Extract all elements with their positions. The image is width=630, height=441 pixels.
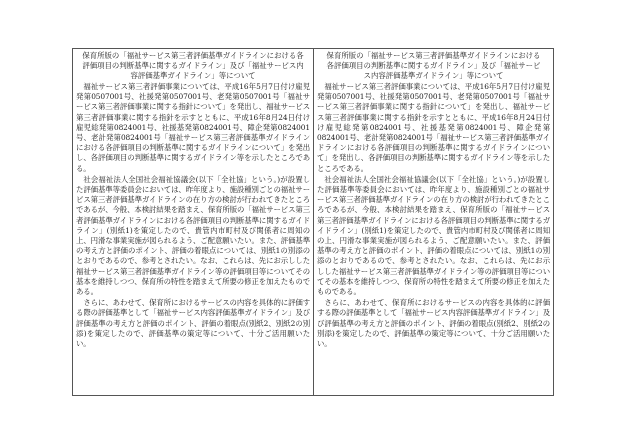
- left-column: [73, 49, 313, 395]
- right-paragraph-3: さらに、あわせて、保育所におけるサービスの内容を具体的に評価する際の評価基準として「福祉サービス内容評価基準ガイドライン」及び評価基準の考え方と評価のポイント、評価の着眼点(別紙2、別紙2の別添)を策定したので、評価基準の策定等について、十分ご活用願いたい。: [317, 298, 550, 349]
- left-heading: 保育所版の「福祉サービス第三者評価基準ガイドラインにおける各評価項目の判断基準に関するガイドライン」及び「福祉サービス内容評価基準ガイドライン」等について: [82, 51, 304, 80]
- left-paragraph-3: さらに、あわせて、保育所におけるサービスの内容を具体的に評価する際の評価基準として「福祉サービス内容評価基準ガイドライン」及び評価基準の考え方と評価のポイント、評価の着眼点(別紙2、別紙2の別添)を策定したので、評価基準の策定等について、十分ご活用願いたい。: [76, 298, 310, 349]
- left-paragraph-2: 社会福祉法人全国社会福祉協議会(以下「全社協」という。)が設置した評価基準等委員会においては、昨年度より、施設種別ごとの福祉サービス第三者評価基準ガイドラインの在り方の検討が行われてきたところであるが、今般、本検討結果を踏まえ、保育所版の「福祉サービス第三者評価基準ガイドラインにおける各評価項目の判断基準に関するガイドライン」(別紙1)を策定したので、貴管内市町村及び関係者に周知の上、円滑な事業実施が図られるよう、ご配意願いたい。また、評価基準の考え方と評価のポイント、評価の着眼点については、別紙1の別添のとおりであるので、参考とされたい。なお、これらは、先にお示しした福祉サービス第三者評価基準ガイドライン等の評価項目等についてその基本を維持しつつ、保育所の特性を踏まえて所要の修正を加えたものである。: [76, 174, 310, 297]
- right-heading: 保育所版の「福祉サービス第三者評価基準ガイドラインにおける各評価項目の判断基準に関するガイドライン」及び「福祉サービス内容評価基準ガイドライン」等について: [326, 51, 541, 80]
- comparison-table: [72, 48, 554, 396]
- right-paragraph-2: 社会福祉法人全国社会福祉協議会(以下「全社協」という。)が設置した評価基準等委員会においては、昨年度より、施設種別ごとの福祉サービス第三者評価基準ガイドラインの在り方の検討が行われてきたところであるが、今般、本検討結果を踏まえ、保育所版の「福祉サービス第三者評価基準ガイドラインにおける各評価項目の判断基準に関するガイドライン」(別紙1)を策定したので、貴管内市町村及び関係者に周知の上、円滑な事業実施が図られるよう、ご配意願いたい。また、評価基準の考え方と評価のポイント、評価の着眼点については、別紙1の別添のとおりであるので、参考とされたい。なお、これらは、先にお示しした福祉サービス第三者評価基準ガイドライン等の評価項目等についてその基本を維持しつつ、保育所の特性を踏まえて所要の修正を加えたものである。: [317, 174, 551, 297]
- right-paragraph-1: 福祉サービス第三者評価事業については、平成16年5月7日付け雇児発第0507001号、社援発第0507001号、老発第0507001号「福祉サービス第三者評価事業に関する指針について」を発出し、福祉サービス第三者評価事業に関する指針を示すとともに、平成16年8月24日付け雇児総発第0824001号、社援基発第0824001号、障企発第0824001号、老計発第0824001号「福祉サービス第三者評価基準ガイドラインにおける各評価項目の判断基準に関するガイドラインについて」を発出し、各評価項目の判断基準に関するガイドライン等を示したところである。: [317, 82, 550, 173]
- right-column: [313, 49, 553, 395]
- left-paragraph-1: 福祉サービス第三者評価事業については、平成16年5月7日付け雇児発第0507001号、社援発第0507001号、老発第0507001号「福祉サービス第三者評価事業に関する指針について」を発出し、福祉サービス第三者評価事業に関する指針を示すとともに、平成16年8月24日付け雇児総発第0824001号、社援基発第0824001号、障企発第0824001号、老計発第0824001号「福祉サービス第三者評価基準ガイドラインにおける各評価項目の判断基準に関するガイドラインについて」を発出し、各評価項目の判断基準に関するガイドライン等を示したところである。: [76, 82, 310, 173]
